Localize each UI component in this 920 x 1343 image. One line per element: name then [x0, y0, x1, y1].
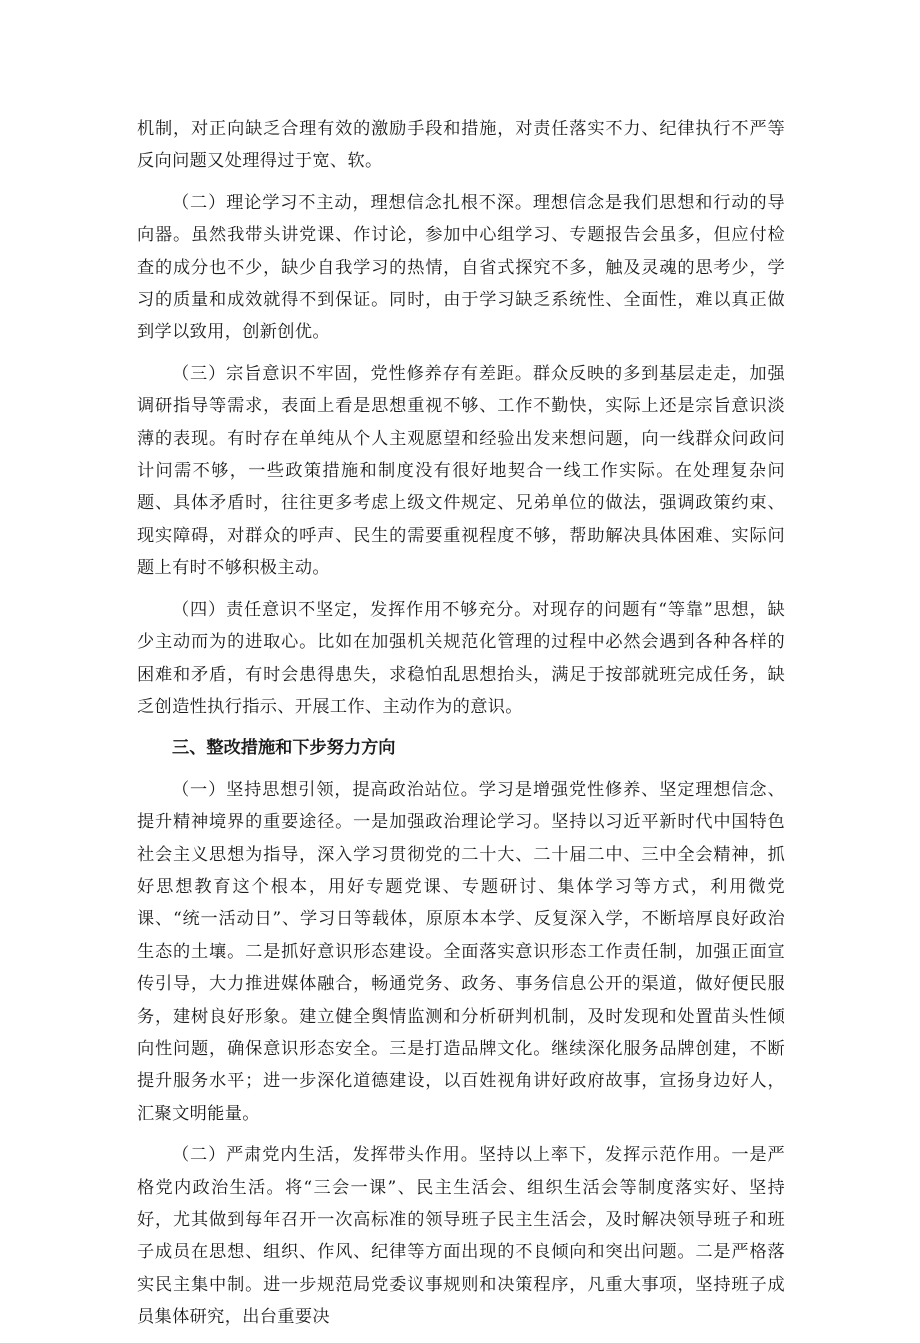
- section-heading-rectification: 三、整改措施和下步努力方向: [172, 738, 396, 759]
- paragraph-responsibility: （四）责任意识不坚定，发挥作用不够充分。对现存的问题有“等靠”思想，缺少主动而为的进取心。比如在加强机关规范化管理的过程中必然会遇到各种各样的困难和矛盾，有时会患得患失，求稳怕乱思想抬头，满足于按部就班完成任务，缺乏创造性执行指示、开展工作、主动作为的意识。: [137, 599, 785, 717]
- paragraph-continuation: 机制，对正向缺乏合理有效的激励手段和措施，对责任落实不力、纪律执行不严等反向问题又处理得过于宽、软。: [137, 119, 785, 172]
- paragraph-purpose-awareness: （三）宗旨意识不牢固，党性修养存有差距。群众反映的多到基层走走，加强调研指导等需求，表面上看是思想重视不够、工作不勤快，实际上还是宗旨意识淡薄的表现。有时存在单纯从个人主观愿望和经验出发来想问题，向一线群众问政问计问需不够，一些政策措施和制度没有很好地契合一线工作实际。在处理复杂问题、具体矛盾时，往往更多考虑上级文件规定、兄弟单位的做法，强调政策约束、现实障碍，对群众的呼声、民生的需要重视程度不够，帮助解决具体困难、实际问题上有时不够积极主动。: [137, 363, 785, 579]
- paragraph-theory-study: （二）理论学习不主动，理想信念扎根不深。理想信念是我们思想和行动的导向器。虽然我带头讲党课、作讨论，参加中心组学习、专题报告会虽多，但应付检查的成分也不少，缺少自我学习的热情，自省式探究不多，触及灵魂的思考少，学习的质量和成效就得不到保证。同时，由于学习缺乏系统性、全面性，难以真正做到学以致用，创新创优。: [137, 192, 785, 343]
- paragraph-party-life: （二）严肃党内生活，发挥带头作用。坚持以上率下，发挥示范作用。一是严格党内政治生活。将“三会一课”、民主生活会、组织生活会等制度落实好、坚持好，尤其做到每年召开一次高标准的领导班子民主生活会，及时解决领导班子和班子成员在思想、组织、作风、纪律等方面出现的不良倾向和突出问题。二是严格落实民主集中制。进一步规范局党委议事规则和决策程序，凡重大事项，坚持班子成员集体研究，出台重要决: [137, 1145, 785, 1328]
- document-body: [137, 113, 785, 1343]
- paragraph-ideological-guidance: （一）坚持思想引领，提高政治站位。学习是增强党性修养、坚定理想信念、提升精神境界的重要途径。一是加强政治理论学习。坚持以习近平新时代中国特色社会主义思想为指导，深入学习贯彻党的二十大、二十届二中、三中全会精神，抓好思想教育这个根本，用好专题党课、专题研讨、集体学习等方式，利用微党课、“统一活动日”、学习日等载体，原原本本学、反复深入学，不断培厚良好政治生态的土壤。二是抓好意识形态建设。全面落实意识形态工作责任制，加强正面宣传引导，大力推进媒体融合，畅通党务、政务、事务信息公开的渠道，做好便民服务，建树良好形象。建立健全舆情监测和分析研判机制，及时发现和处置苗头性倾向性问题，确保意识形态安全。三是打造品牌文化。继续深化服务品牌创建，不断提升服务水平；进一步深化道德建设，以百姓视角讲好政府故事，宣扬身边好人，汇聚文明能量。: [137, 779, 785, 1124]
